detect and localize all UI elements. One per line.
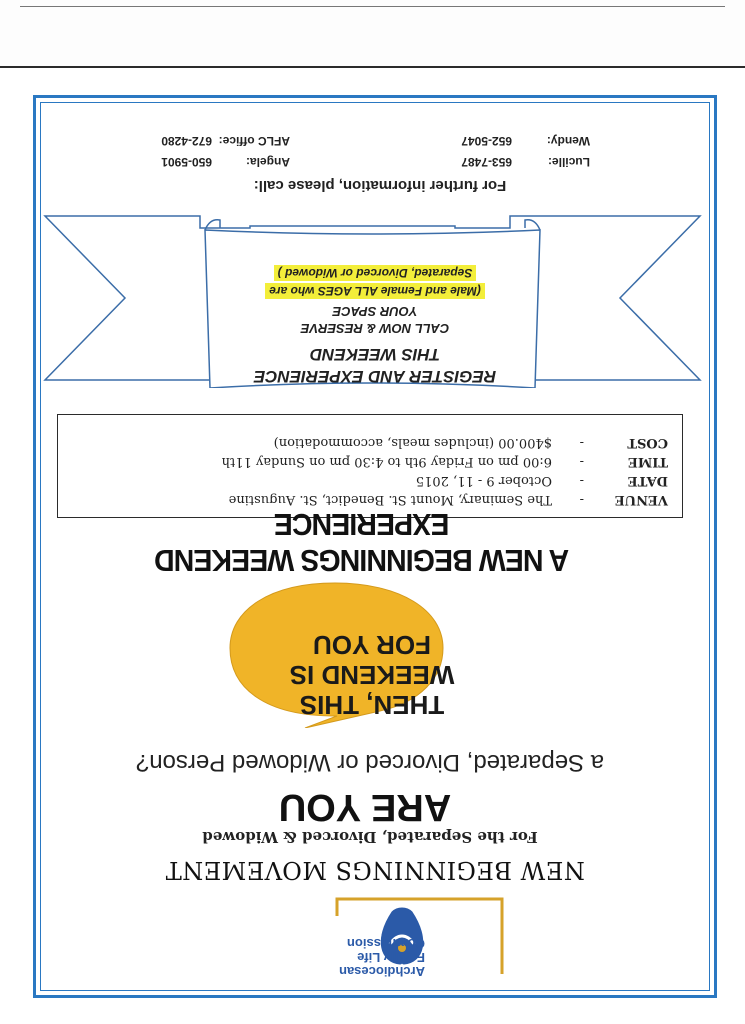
detail-value: October 9 - 11, 2015 [415, 473, 552, 488]
event-details-box [57, 414, 683, 518]
contact-phone: 650-5901 [161, 155, 212, 169]
detail-dash: - [579, 473, 584, 488]
question-line: a Separated, Divorced or Widowed Person? [135, 749, 605, 776]
banner-line-call: CALL NOW & RESERVE [300, 321, 450, 336]
further-info-label: For further information, please call: [253, 177, 507, 194]
logo-line: Family Life [357, 950, 425, 965]
are-you-heading: ARE YOU [278, 786, 452, 828]
movement-subtitle: For the Separated, Divorced & Widowed [202, 828, 538, 846]
banner-line-weekend: THIS WEEKEND [309, 345, 441, 364]
banner-note-highlight: (Male and Female ALL AGES who are [265, 283, 485, 299]
event-details-table [222, 433, 668, 509]
detail-key: TIME [627, 454, 668, 469]
weekend-headline: A NEW BEGINNINGS WEEKEND EXPERIENCE [154, 507, 570, 578]
contact-name: Angela: [245, 155, 290, 169]
contact-row [461, 130, 590, 151]
logo-line: Commission [346, 936, 425, 951]
aflc-logo-text [310, 898, 425, 978]
contact-list [90, 112, 590, 172]
detail-row-date [222, 471, 668, 490]
detail-dash: - [579, 492, 584, 507]
contact-row [161, 130, 290, 151]
contact-phone: 652-5047 [461, 134, 512, 148]
contact-name: AFLC office: [218, 134, 290, 148]
speech-bubble-text [262, 610, 482, 720]
detail-dash: - [579, 435, 584, 450]
contact-phone: 672-4280 [161, 134, 212, 148]
banner-note-highlight: Separated, Divorced or Widowed ) [274, 265, 477, 281]
bubble-line: WEEKEND IS [289, 660, 455, 690]
contact-name: Lucille: [547, 155, 590, 169]
detail-row-cost [222, 433, 668, 452]
contact-name: Wendy: [546, 134, 590, 148]
contact-row [461, 151, 590, 172]
contact-phone: 653-7487 [461, 155, 512, 169]
detail-value: $400.00 (includes meals, accommodation) [273, 435, 552, 450]
banner-line-space: YOUR SPACE [332, 304, 418, 319]
detail-key: DATE [627, 473, 668, 488]
detail-value: The Seminary, Mount St. Benedict, St. Augustine [228, 492, 552, 507]
detail-key: COST [627, 435, 668, 450]
detail-value: 6:00 pm on Friday 9th to 4:30 pm on Sunday 11th [221, 454, 552, 469]
detail-row-time [222, 452, 668, 471]
detail-dash: - [579, 454, 584, 469]
bubble-line: FOR YOU [313, 630, 431, 660]
scan-edge-line [20, 6, 725, 7]
scanner-top-strip [0, 0, 745, 68]
banner-line-register: REGISTER AND EXPERIENCE [253, 367, 497, 386]
logo-line: Archdiocesan [339, 964, 425, 979]
contact-row [161, 151, 290, 172]
detail-key: VENUE [614, 492, 668, 507]
movement-title: NEW BEGINNINGS MOVEMENT [165, 856, 585, 884]
ribbon-banner-text [205, 237, 545, 387]
bubble-line: THEN, THIS [299, 690, 445, 720]
